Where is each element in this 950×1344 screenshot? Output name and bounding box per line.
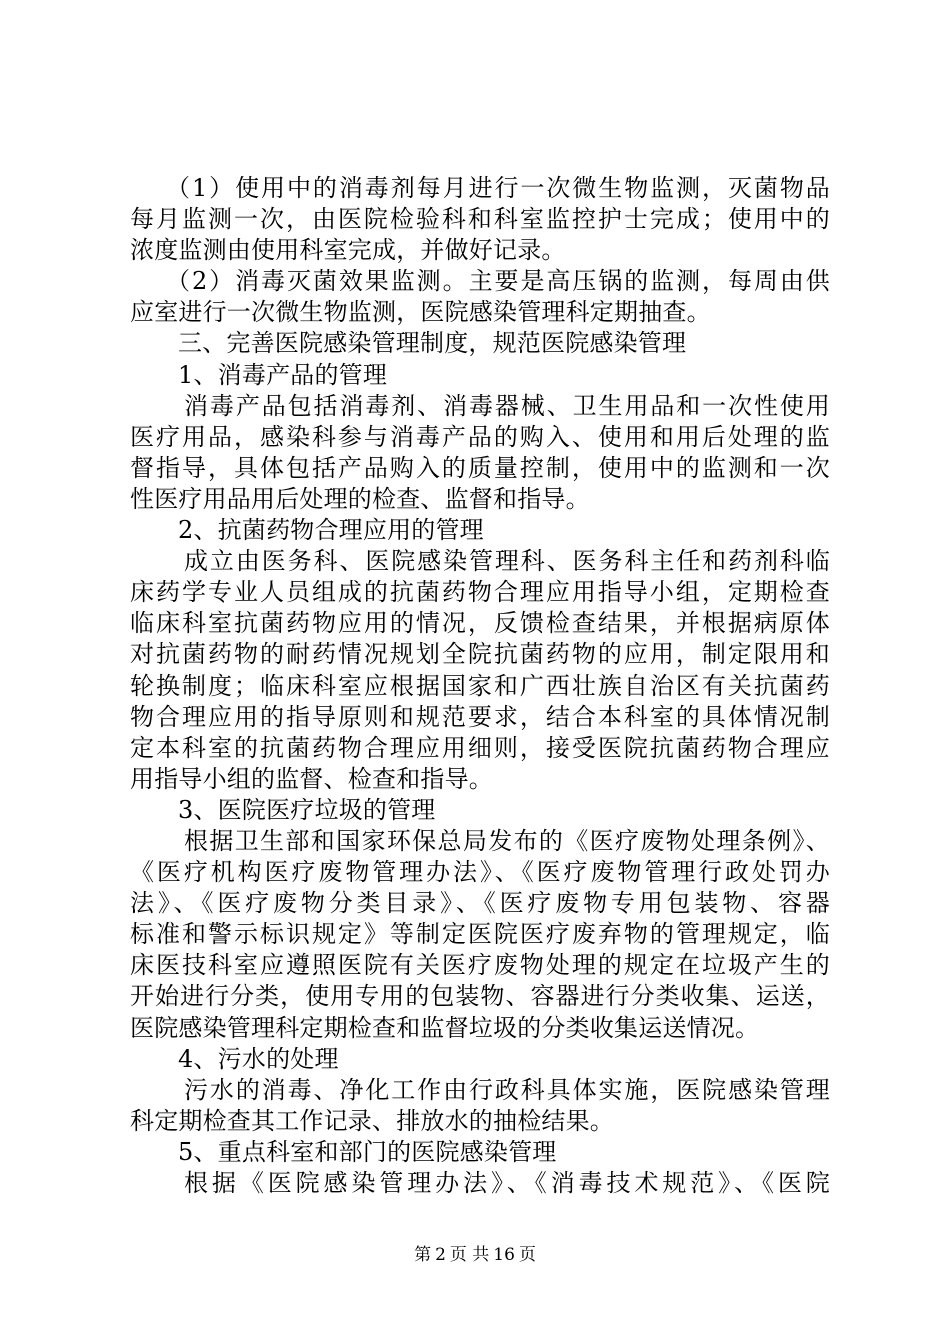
body-line: 消毒产品包括消毒剂、消毒器械、卫生用品和一次性使用 <box>184 391 830 420</box>
page-number-suffix: 页 <box>518 1245 536 1265</box>
body-line: （1）使用中的消毒剂每月进行一次微生物监测，灭菌物品 <box>166 174 830 202</box>
page-number-prefix: 第 <box>414 1245 432 1265</box>
body-line: 对抗菌药物的耐药情况规划全院抗菌药物的应用，制定限用和 <box>130 640 830 669</box>
body-line: 浓度监测由使用科室完成，并做好记录。 <box>130 236 566 265</box>
body-line: 科定期检查其工作记录、排放水的抽检结果。 <box>130 1106 614 1135</box>
body-line: 根据卫生部和国家环保总局发布的《医疗废物处理条例》、 <box>184 826 830 855</box>
page-footer <box>0 1244 950 1266</box>
body-line: 每月监测一次，由医院检验科和科室监控护士完成；使用中的 <box>130 205 830 234</box>
body-line: 临床科室抗菌药物应用的情况，反馈检查结果，并根据病原体 <box>130 609 830 638</box>
subsection-heading: 4、污水的处理 <box>178 1044 339 1073</box>
body-line: 医疗用品，感染科参与消毒产品的购入、使用和用后处理的监 <box>130 422 830 451</box>
page-number-mid: 页 共 <box>449 1245 490 1265</box>
subsection-heading: 5、重点科室和部门的医院感染管理 <box>178 1137 557 1166</box>
body-line: 开始进行分类，使用专用的包装物、容器进行分类收集、运送， <box>130 982 830 1011</box>
body-line: 轮换制度；临床科室应根据国家和广西壮族自治区有关抗菌药 <box>130 671 830 700</box>
body-line: 床药学专业人员组成的抗菌药物合理应用指导小组，定期检查 <box>130 578 830 607</box>
body-line: 《医疗机构医疗废物管理办法》、《医疗废物管理行政处罚办 <box>130 858 830 887</box>
body-line: 用指导小组的监督、检查和指导。 <box>130 764 493 793</box>
page-number-current: 2 <box>435 1245 446 1265</box>
body-line: 床医技科室应遵照医院有关医疗废物处理的规定在垃圾产生的 <box>130 951 830 980</box>
body-line: 成立由医务科、医院感染管理科、医务科主任和药剂科临 <box>184 547 830 576</box>
subsection-heading: 2、抗菌药物合理应用的管理 <box>178 516 484 545</box>
subsection-heading: 1、消毒产品的管理 <box>178 360 388 389</box>
document-body <box>130 173 830 1199</box>
body-line: 标准和警示标识规定》等制定医院医疗废弃物的管理规定，临 <box>130 920 830 949</box>
body-line: （2）消毒灭菌效果监测。主要是高压锅的监测，每周由供 <box>166 267 830 296</box>
body-line: 定本科室的抗菌药物合理应用细则，接受医院抗菌药物合理应 <box>130 733 830 762</box>
body-line: 物合理应用的指导原则和规范要求，结合本科室的具体情况制 <box>130 702 830 731</box>
body-line: 性医疗用品用后处理的检查、监督和指导。 <box>130 484 590 513</box>
body-line: 污水的消毒、净化工作由行政科具体实施，医院感染管理 <box>184 1075 830 1104</box>
section-heading: 三、完善医院感染管理制度，规范医院感染管理 <box>178 329 687 358</box>
body-line: 督指导，具体包括产品购入的质量控制，使用中的监测和一次 <box>130 453 830 482</box>
body-line: 医院感染管理科定期检查和监督垃圾的分类收集运送情况。 <box>130 1013 760 1042</box>
page-number-total: 16 <box>493 1245 515 1265</box>
body-line: 根据《医院感染管理办法》、《消毒技术规范》、《医院 <box>184 1169 830 1197</box>
body-line: 法》、《医疗废物分类目录》、《医疗废物专用包装物、容器 <box>130 889 830 918</box>
subsection-heading: 3、医院医疗垃圾的管理 <box>178 795 436 824</box>
body-line: 应室进行一次微生物监测，医院感染管理科定期抽查。 <box>130 298 711 327</box>
